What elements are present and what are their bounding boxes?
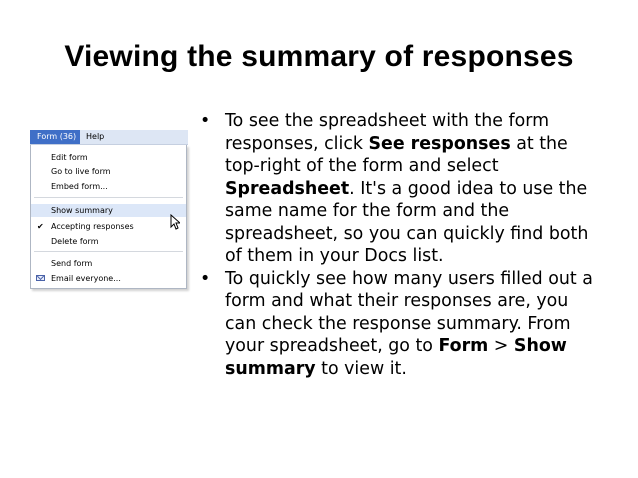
menu-item-label: Delete form: [51, 237, 99, 246]
menu-item-email-everyone[interactable]: [31, 272, 186, 285]
bullet-list: [200, 110, 600, 380]
envelope-icon: [36, 275, 45, 281]
menu-tab-form[interactable]: Form (36): [30, 130, 80, 144]
bullet-text: To see the spreadsheet with the form responses, click: [225, 111, 550, 154]
menu-item-label: Send form: [51, 259, 93, 268]
bullet-text: To quickly see how many users filled out a form and what their responses are, you can check the response summary. From your spreadsheet, go to: [225, 268, 593, 356]
mouse-pointer-icon: [170, 214, 180, 230]
bullet-text: >: [488, 336, 514, 356]
bullet-text: to view it.: [315, 358, 407, 379]
bullet-bold-text: Show summary: [225, 336, 567, 379]
bullet-bold-text: Form: [438, 336, 489, 356]
bullet-item: [200, 110, 600, 268]
menu-item-embed-form[interactable]: [31, 180, 186, 193]
bullet-dot: •: [200, 268, 211, 289]
menu-tab-help[interactable]: Help: [86, 132, 105, 141]
menu-item-label: Edit form: [51, 153, 88, 162]
bullet-item: [200, 268, 600, 381]
menu-bar: [30, 130, 188, 145]
menu-item-label: Show summary: [51, 206, 113, 215]
bullet-text: . It's a good idea to use the same name for the form and the spreadsheet, so you can quickly find both of them in your Docs list.: [225, 178, 589, 266]
bullet-bold-text: See responses: [368, 133, 511, 154]
form-menu-screenshot: [30, 130, 188, 290]
menu-item-label: Embed form...: [51, 182, 108, 191]
menu-item-go-to-live-form[interactable]: [31, 165, 186, 178]
form-dropdown-menu: [30, 145, 187, 289]
menu-separator: [34, 251, 183, 252]
bullet-dot: •: [200, 111, 211, 131]
menu-item-accepting-responses[interactable]: [31, 220, 186, 233]
checkmark-icon: ✔: [37, 222, 44, 231]
menu-item-label: Accepting responses: [51, 222, 134, 231]
menu-item-label: Email everyone...: [51, 274, 121, 283]
menu-item-delete-form[interactable]: [31, 235, 186, 248]
bullet-bold-text: Spreadsheet: [225, 178, 350, 199]
menu-item-show-summary[interactable]: [31, 204, 186, 217]
slide-title: Viewing the summary of responses: [64, 40, 574, 73]
menu-separator: [34, 197, 183, 198]
bullet-text: at the top-right of the form and select: [225, 133, 568, 176]
menu-item-send-form[interactable]: [31, 257, 186, 270]
menu-item-edit-form[interactable]: [31, 151, 186, 164]
menu-item-label: Go to live form: [51, 167, 111, 176]
